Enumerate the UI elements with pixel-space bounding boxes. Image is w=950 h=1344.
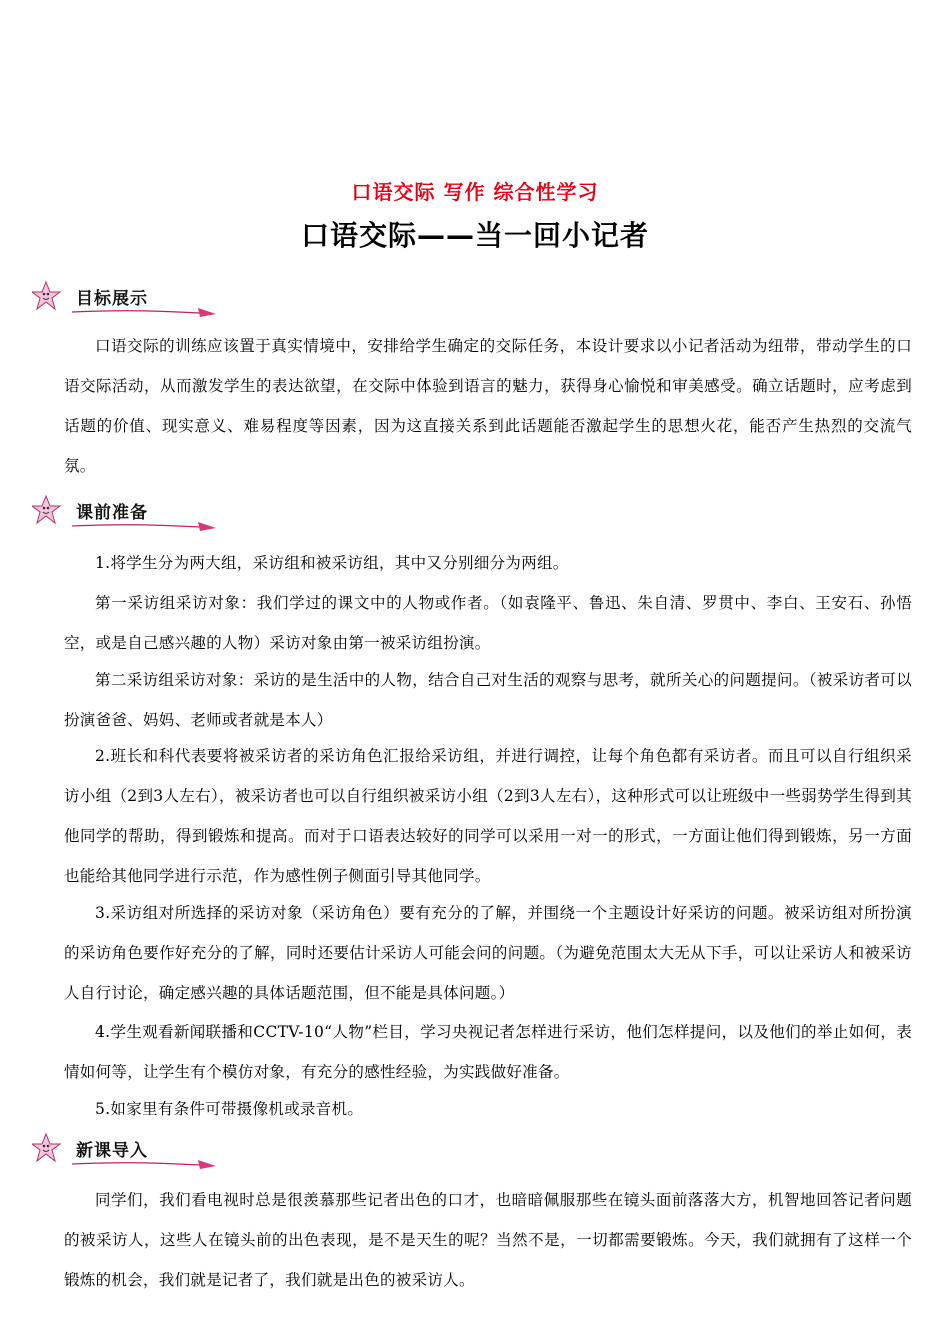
preparation-item: 3.采访组对所选择的采访对象（采访角色）要有充分的了解，并围绕一个主题设计好采访的问题。被采访组对所扮演的采访角色要作好充分的了解，同时还要估计采访人可能会问的问题。（为避免范围太大无从下手，可以让采访人和被采访人自行讨论，确定感兴趣的具体话题范围，但不能是具体问题。） (64, 904, 912, 1002)
section-heading-label: 目标展示 (76, 289, 148, 309)
introduction-paragraph: 同学们，我们看电视时总是很羡慕那些记者出色的口才，也暗暗佩服那些在镜头面前落落大方，机智地回答记者问题的被采访人，这些人在镜头前的出色表现，是不是天生的呢？当然不是，一切都需要锻炼。今天，我们就拥有了这样一个锻炼的机会，我们就是记者了，我们就是出色的被采访人。 (64, 1191, 912, 1289)
page-title: 口语交际——当一回小记者 (300, 219, 649, 252)
star-mascot-icon (32, 494, 72, 528)
preparation-item: 2.班长和科代表要将被采访者的采访角色汇报给采访组，并进行调控，让每个角色都有采访者。而且可以自行组织采访小组（2到3人左右），被采访者也可以自行组织被采访小组（2到3人左右），这种形式可以让班级中一些弱势学生得到其他同学的帮助，得到锻炼和提高。而对于口语表达较好的同学可以采用一对一的形式，一方面让他们得到锻炼，另一方面也能给其他同学进行示范，作为感性例子侧面引导其他同学。 (64, 747, 912, 885)
series-kicker: 口语交际 写作 综合性学习 (351, 180, 599, 204)
star-mascot-icon (32, 1132, 72, 1166)
preparation-item: 5.如家里有条件可带摄像机或录音机。 (95, 1100, 364, 1118)
section-heading-preparation (32, 492, 202, 532)
pencil-icon (70, 518, 220, 532)
section-heading-label: 课前准备 (76, 503, 148, 523)
section-heading-goals (32, 278, 202, 318)
preparation-item: 4.学生观看新闻联播和CCTV-10“人物”栏目，学习央视记者怎样进行采访，他们怎样提问，以及他们的举止如何，表情如何等，让学生有个模仿对象，有充分的感性经验，为实践做好准备。 (64, 1023, 912, 1081)
preparation-item: 1.将学生分为两大组，采访组和被采访组，其中又分别细分为两组。 (95, 554, 569, 572)
preparation-item: 第二采访组采访对象：采访的是生活中的人物，结合自己对生活的观察与思考，就所关心的问题提问。（被采访者可以扮演爸爸、妈妈、老师或者就是本人） (64, 671, 912, 729)
section-heading-introduction (32, 1130, 202, 1170)
section-heading-label: 新课导入 (76, 1141, 148, 1161)
goals-paragraph: 口语交际的训练应该置于真实情境中，安排给学生确定的交际任务，本设计要求以小记者活动为纽带，带动学生的口语交际活动，从而激发学生的表达欲望，在交际中体验到语言的魅力，获得身心愉悦和审美感受。确立话题时，应考虑到话题的价值、现实意义、难易程度等因素，因为这直接关系到此话题能否激起学生的思想火花，能否产生热烈的交流气氛。 (64, 337, 912, 475)
star-mascot-icon (32, 280, 72, 314)
pencil-icon (70, 1156, 220, 1170)
pencil-icon (70, 304, 220, 318)
preparation-item: 第一采访组采访对象：我们学过的课文中的人物或作者。（如袁隆平、鲁迅、朱自清、罗贯中、李白、王安石、孙悟空，或是自己感兴趣的人物）采访对象由第一被采访组扮演。 (64, 594, 912, 652)
